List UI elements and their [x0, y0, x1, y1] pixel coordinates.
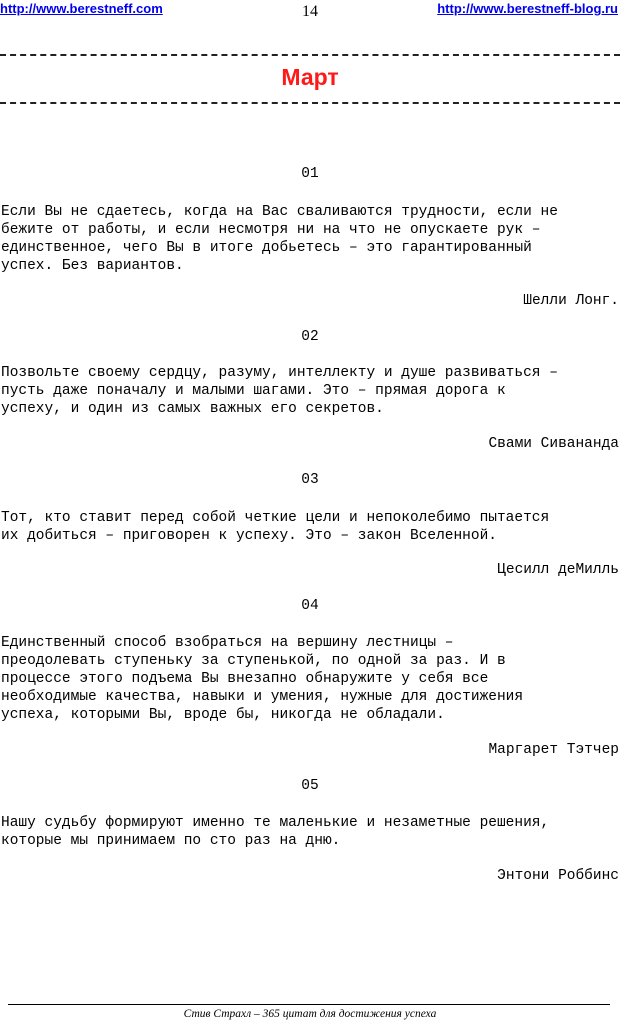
quote-line: процессе этого подъема Вы внезапно обнаружите у себя все: [1, 671, 489, 687]
quote-line: которые мы принимаем по сто раз на дню.: [1, 833, 341, 849]
footer-caption: Стив Страхл – 365 цитат для достижения успеха: [183, 1008, 437, 1020]
quote-text: [1, 509, 619, 545]
quote-text: [1, 364, 619, 418]
dashed-divider-top: [0, 54, 620, 58]
quote-line: пусть даже поначалу и малыми шагами. Это – прямая дорога к: [1, 383, 506, 399]
quote-line: успех. Без вариантов.: [1, 258, 184, 274]
quote-line: Позвольте своему сердцу, разуму, интеллекту и душе развиваться –: [1, 365, 558, 381]
quote-text: [1, 634, 619, 724]
footer-divider: [8, 1004, 610, 1005]
quote-line: Если Вы не сдаетесь, когда на Вас сваливаются трудности, если не: [1, 204, 558, 220]
header-link-left[interactable]: http://www.berestneff.com: [0, 1, 163, 16]
month-title: Март: [281, 64, 339, 90]
quote-author: Маргарет Тэтчер: [488, 742, 619, 758]
quote-line: единственное, чего Вы в итоге добьетесь – это гарантированный: [1, 240, 532, 256]
quote-author: Шелли Лонг.: [523, 293, 619, 309]
quote-number: 01: [301, 166, 319, 182]
page-number: 14: [302, 3, 318, 20]
quote-number: 05: [301, 778, 319, 794]
header-link-right[interactable]: http://www.berestneff-blog.ru: [437, 1, 618, 16]
quote-text: [1, 814, 619, 850]
quote-text: [1, 203, 619, 275]
quote-author: Цесилл деМилль: [497, 562, 619, 578]
quote-number: 04: [301, 598, 319, 614]
quote-line: бежите от работы, и если несмотря ни на что не опускаете рук –: [1, 222, 541, 238]
dashed-divider-bottom: [0, 102, 620, 106]
quote-number: 02: [301, 329, 319, 345]
quote-number: 03: [301, 472, 319, 488]
quote-line: Тот, кто ставит перед собой четкие цели и непоколебимо пытается: [1, 510, 550, 526]
quote-line: преодолевать ступеньку за ступенькой, по одной за раз. И в: [1, 653, 506, 669]
quote-line: Единственный способ взобраться на вершину лестницы –: [1, 635, 454, 651]
quote-author: Энтони Роббинс: [497, 868, 619, 884]
quote-line: Нашу судьбу формируют именно те маленькие и незаметные решения,: [1, 815, 550, 831]
quote-line: успеха, которыми Вы, вроде бы, никогда не обладали.: [1, 707, 445, 723]
quote-line: успеху, и один из самых важных его секретов.: [1, 401, 384, 417]
quote-author: Свами Сивананда: [488, 436, 619, 452]
quote-line: их добиться – приговорен к успеху. Это – закон Вселенной.: [1, 528, 497, 544]
quote-line: необходимые качества, навыки и умения, нужные для достижения: [1, 689, 524, 705]
